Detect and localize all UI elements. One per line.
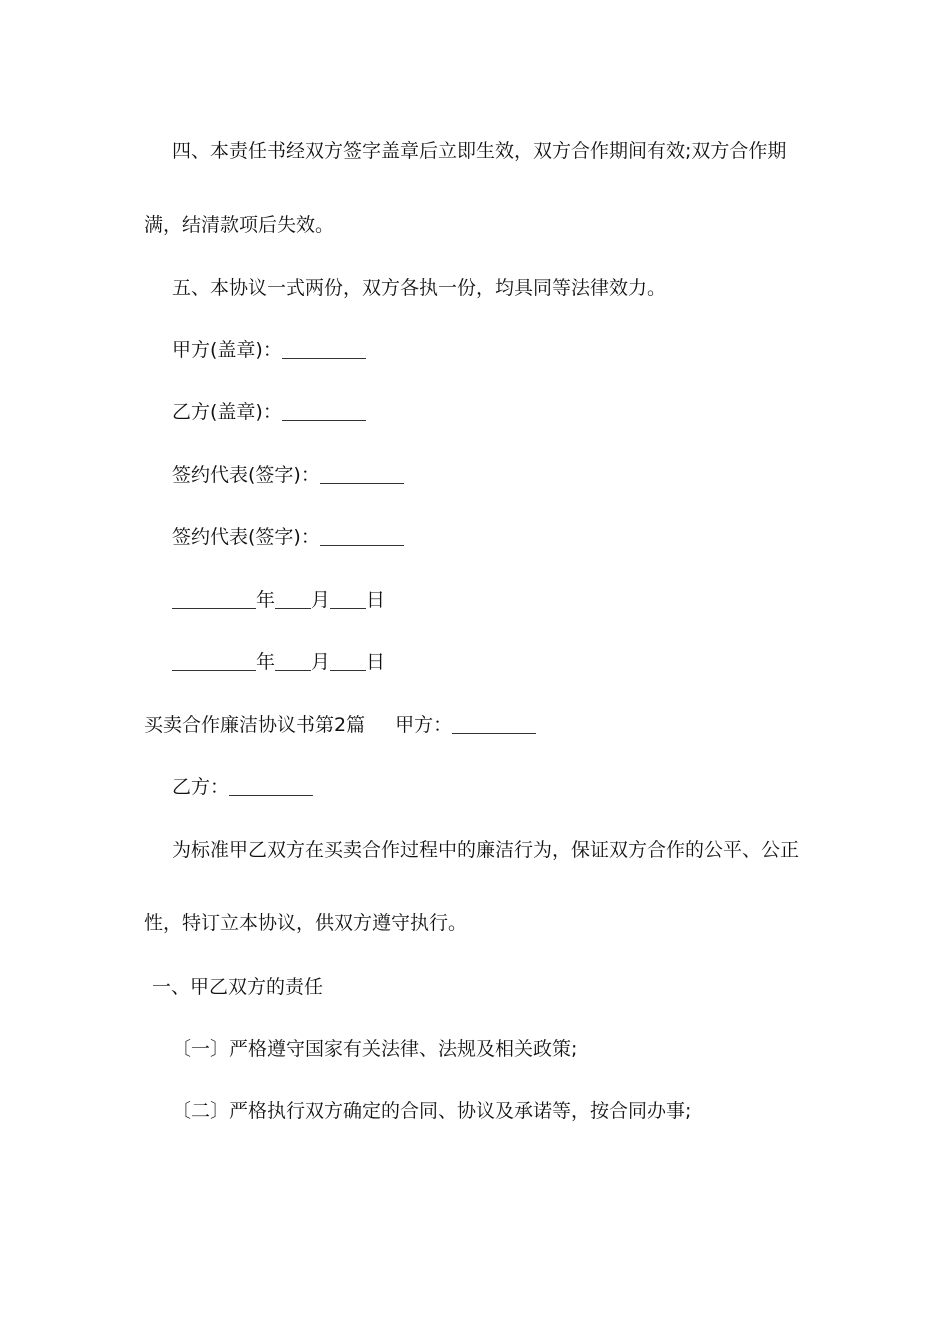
party-b-label: 乙方： xyxy=(172,776,230,798)
date-month-blank xyxy=(275,669,311,671)
representative-b-blank xyxy=(320,544,404,546)
intro-line-2: 性，特订立本协议，供双方遵守执行。 xyxy=(144,912,468,934)
article-2-heading xyxy=(144,713,536,737)
signature-party-b-blank xyxy=(282,419,366,421)
signature-party-a xyxy=(172,338,366,362)
date-day-blank xyxy=(330,669,366,671)
representative-b-label: 签约代表(签字)： xyxy=(172,526,320,548)
date-year-blank xyxy=(172,607,256,609)
paragraph-4-line-2: 满，结清款项后失效。 xyxy=(144,214,335,236)
section-1-heading: 一、甲乙双方的责任 xyxy=(152,976,324,998)
date-month-label: 月 xyxy=(311,651,331,673)
date-year-label: 年 xyxy=(256,651,276,673)
signature-party-a-label: 甲方(盖章)： xyxy=(172,339,282,361)
date-day-blank xyxy=(330,607,366,609)
date-line-2 xyxy=(172,650,385,674)
date-line-1 xyxy=(172,588,385,612)
date-month-blank xyxy=(275,607,311,609)
party-b-blank xyxy=(229,794,313,796)
representative-a-label: 签约代表(签字)： xyxy=(172,464,320,486)
party-a-label: 甲方： xyxy=(395,714,453,736)
date-month-label: 月 xyxy=(311,589,331,611)
signature-party-b-label: 乙方(盖章)： xyxy=(172,401,282,423)
date-day-label: 日 xyxy=(366,589,386,611)
party-b-line xyxy=(172,775,313,799)
representative-a-blank xyxy=(320,482,404,484)
paragraph-4-line-1: 四、本责任书经双方签字盖章后立即生效，双方合作期间有效;双方合作期 xyxy=(172,140,787,162)
section-1-item-1: 〔一〕严格遵守国家有关法律、法规及相关政策; xyxy=(172,1038,578,1060)
party-a-blank xyxy=(452,732,536,734)
section-1-item-2: 〔二〕严格执行双方确定的合同、协议及承诺等，按合同办事; xyxy=(172,1100,692,1122)
signature-party-b xyxy=(172,400,366,424)
article-2-title: 买卖合作廉洁协议书第2篇 xyxy=(144,714,366,736)
signature-party-a-blank xyxy=(282,357,366,359)
paragraph-5: 五、本协议一式两份，双方各执一份，均具同等法律效力。 xyxy=(172,277,667,299)
date-year-blank xyxy=(172,669,256,671)
representative-b xyxy=(172,525,404,549)
representative-a xyxy=(172,463,404,487)
intro-line-1: 为标准甲乙双方在买卖合作过程中的廉洁行为，保证双方合作的公平、公正 xyxy=(172,839,800,861)
date-day-label: 日 xyxy=(366,651,386,673)
date-year-label: 年 xyxy=(256,589,276,611)
